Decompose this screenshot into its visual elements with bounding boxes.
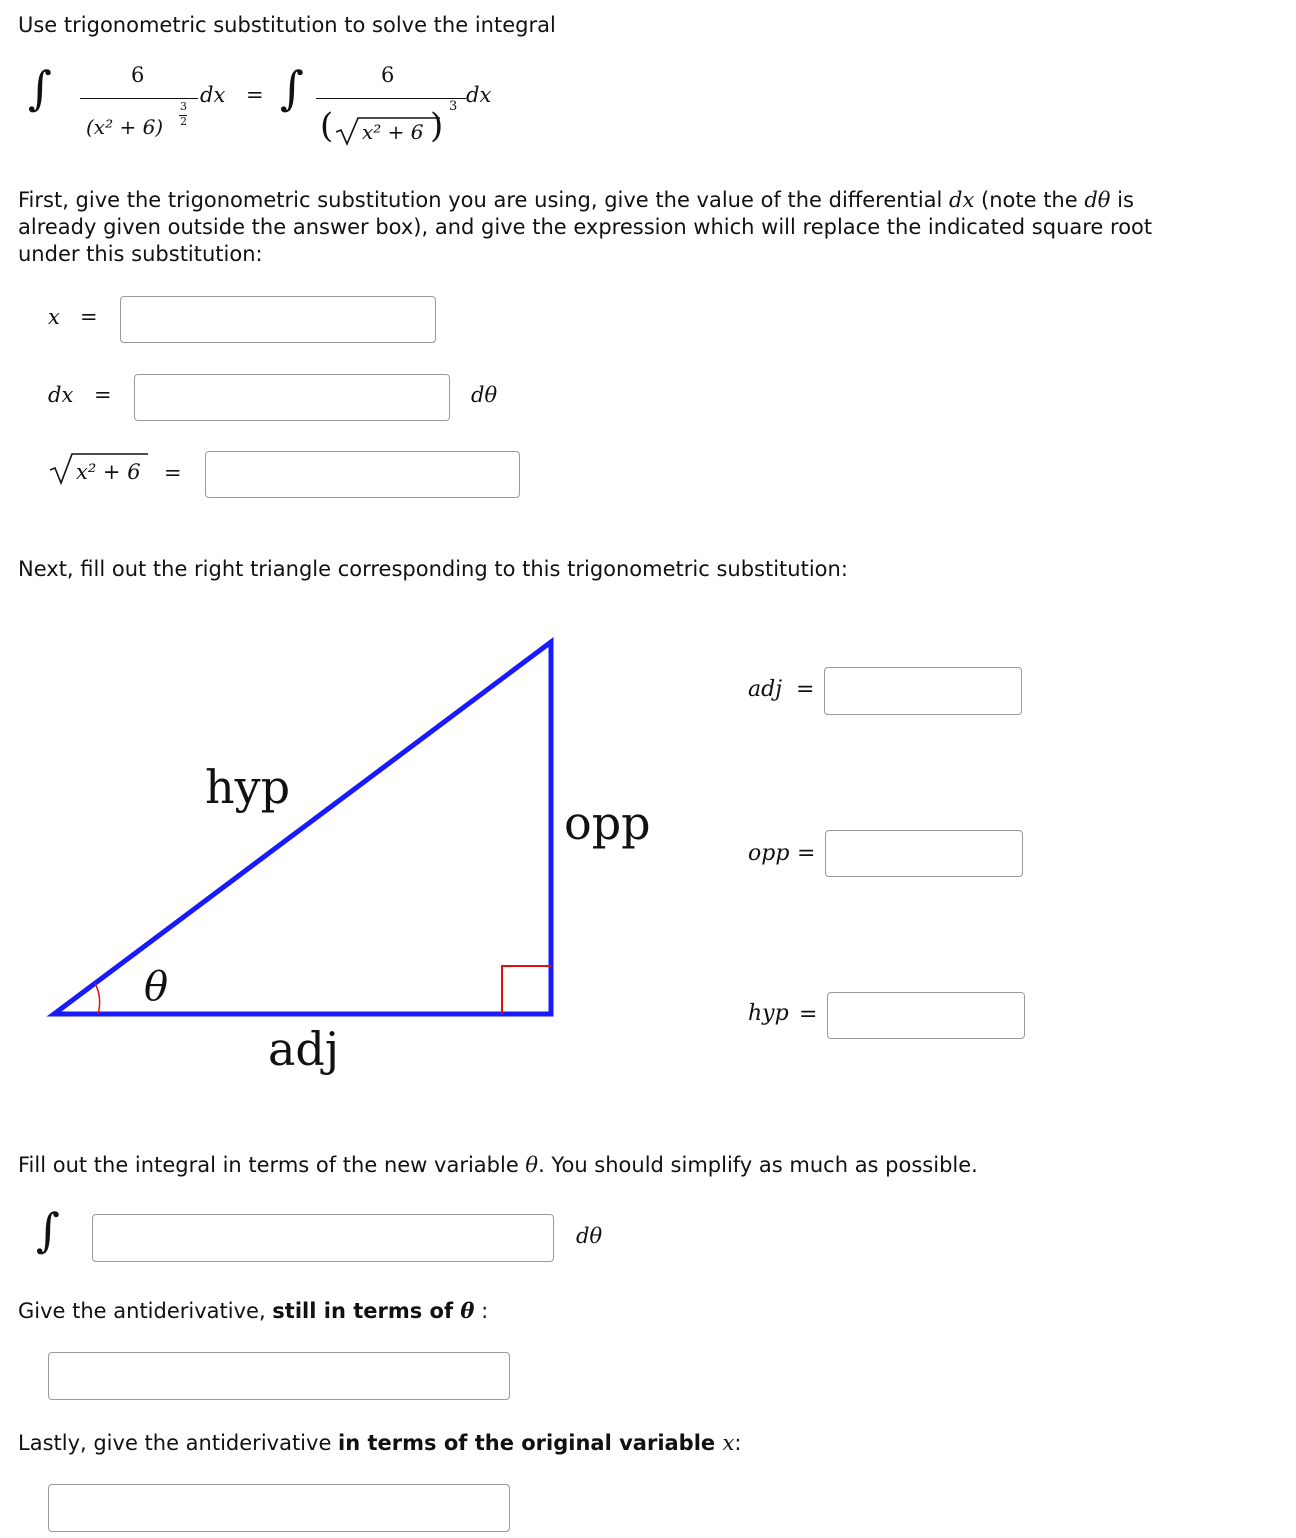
right-triangle — [40, 630, 580, 1030]
lhs-exponent-den: 2 — [180, 115, 187, 128]
adj-label: adj — [748, 677, 783, 702]
step1-instructions — [18, 187, 1168, 268]
lhs-exponent-num: 3 — [180, 100, 187, 113]
sqrt-replacement-input[interactable] — [205, 451, 520, 498]
sqrt-equals: = — [164, 461, 182, 485]
x-substitution-input[interactable] — [120, 296, 436, 343]
lhs-fraction-bar — [80, 98, 198, 99]
equals-sign: = — [246, 83, 264, 107]
opp-equals: = — [797, 841, 816, 866]
antiderivative-theta-input[interactable] — [48, 1352, 510, 1400]
rhs-integral-sign: ∫ — [280, 61, 304, 115]
lhs-numerator: 6 — [131, 63, 145, 87]
rhs-open-paren: ( — [320, 106, 334, 146]
intro-text: Use trigonometric substitution to solve the integral — [18, 13, 556, 37]
lhs-differential: dx — [200, 83, 226, 107]
step4-text-a: Give the antiderivative, — [18, 1299, 273, 1323]
step5-text-bold: in terms of the original variable — [338, 1431, 723, 1455]
sqrt-label: x² + 6 — [76, 460, 141, 484]
step5-x: x — [722, 1431, 735, 1455]
step3-instructions — [18, 1152, 978, 1179]
opp-label: opp — [748, 841, 790, 866]
rhs-differential: dx — [466, 83, 492, 107]
opp-input[interactable] — [825, 830, 1023, 877]
step1-text-b: (note the — [974, 188, 1085, 212]
step1-dx: dx — [949, 188, 975, 212]
dx-input[interactable] — [134, 374, 450, 421]
adj-equals: = — [796, 677, 815, 702]
rhs-numerator: 6 — [381, 63, 395, 87]
step4-theta: θ — [460, 1298, 475, 1323]
triangle-hyp-label: hyp — [205, 760, 291, 814]
rhs-exponent: 3 — [449, 99, 458, 114]
rhs-fraction-bar — [316, 98, 466, 99]
adj-input[interactable] — [824, 667, 1022, 715]
hyp-equals: = — [799, 1002, 818, 1027]
x-equals: = — [80, 305, 98, 329]
step5-instructions — [18, 1430, 741, 1457]
x-label: x — [48, 305, 60, 329]
hyp-label: hyp — [748, 1001, 789, 1026]
triangle-shape — [54, 642, 551, 1014]
dx-equals: = — [94, 383, 112, 407]
theta-integral-sign: ∫ — [36, 1203, 60, 1257]
triangle-theta-label: θ — [144, 964, 169, 1010]
lhs-integral-sign: ∫ — [28, 61, 52, 115]
step5-text-end: : — [734, 1431, 742, 1455]
step5-text-a: Lastly, give the antiderivative — [18, 1431, 339, 1455]
step1-text-a: First, give the trigonometric substitution you are using, give the value of the differential — [18, 188, 950, 212]
dx-label: dx — [48, 383, 74, 407]
step4-text-bold: still in terms of — [272, 1299, 461, 1323]
angle-arc — [95, 983, 100, 1014]
triangle-adj-label: adj — [268, 1022, 340, 1076]
lhs-denominator: (x² + 6) — [86, 115, 164, 139]
step1-dtheta: dθ — [1084, 188, 1111, 212]
theta-integral-input[interactable] — [92, 1214, 554, 1262]
theta-integral-dtheta: dθ — [576, 1224, 603, 1248]
step3-text-a: Fill out the integral in terms of the new variable — [18, 1153, 526, 1177]
rhs-radicand: x² + 6 — [362, 120, 424, 144]
triangle-opp-label: opp — [564, 796, 651, 850]
right-angle-marker — [502, 966, 551, 1014]
step4-instructions — [18, 1297, 488, 1325]
dx-dtheta-suffix: dθ — [471, 383, 498, 407]
step4-text-end: : — [474, 1299, 489, 1323]
step3-text-b: . You should simplify as much as possible. — [538, 1153, 978, 1177]
step2-instructions: Next, fill out the right triangle corresponding to this trigonometric substitution: — [18, 557, 848, 581]
step1-text-c: is already given outside the answer box), and give the expression which will replace the indicated square root under this substitution: — [18, 188, 1153, 266]
step3-theta: θ — [525, 1153, 539, 1177]
antiderivative-x-input[interactable] — [48, 1484, 510, 1532]
rhs-close-paren: ) — [430, 106, 444, 146]
hyp-input[interactable] — [827, 992, 1025, 1039]
